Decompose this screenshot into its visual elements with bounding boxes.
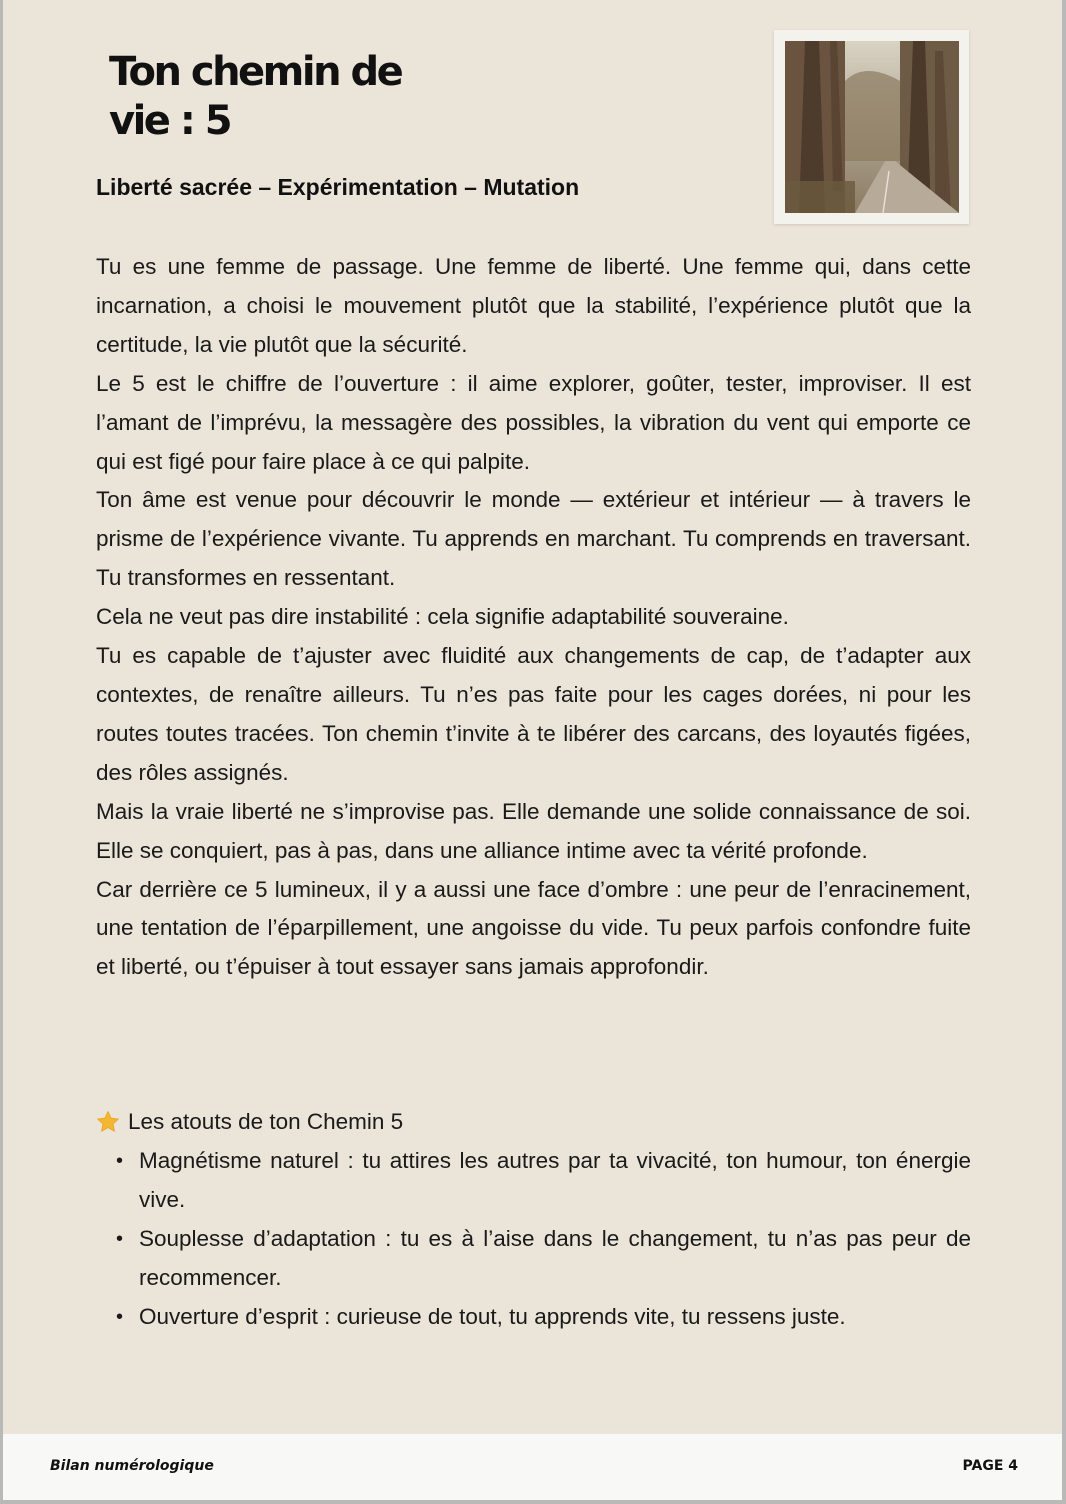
atouts-heading: [96, 1103, 403, 1141]
list-item-text: Magnétisme naturel : tu attires les autres par ta vivacité, ton humour, ton énergie vive.: [139, 1148, 971, 1212]
atouts-heading-text: Les atouts de ton Chemin 5: [128, 1109, 404, 1134]
bullet: •: [116, 1227, 124, 1250]
star-icon: [96, 1110, 120, 1134]
page-subtitle: Liberté sacrée – Expérimentation – Mutation: [96, 174, 580, 200]
paragraph: Le 5 est le chiffre de l’ouverture : il aime explorer, goûter, tester, improviser. Il est l’amant de l’imprévu, la messagère des possibles, la vibration du vent qui emporte ce qui est figé pour faire place à ce qui palpite.: [96, 370, 971, 474]
list-item-text: Ouverture d’esprit : curieuse de tout, tu apprends vite, tu ressens juste.: [139, 1303, 846, 1329]
bullet: •: [116, 1150, 124, 1172]
paragraph: Ton âme est venue pour découvrir le monde — extérieur et intérieur — à travers le prisme de l’expérience vivante. Tu apprends en marchant. Tu comprends en traversant. Tu transformes en ressentant.: [96, 487, 971, 591]
paragraph: Tu es capable de t’ajuster avec fluidité aux changements de cap, de t’adapter aux contextes, de renaître ailleurs. Tu n’es pas faite pour les cages dorées, ni pour les routes toutes tracées. Ton chemin t’invite à te libérer des carcans, des loyautés figées, des rôles assignés.: [96, 643, 971, 785]
list-item: [96, 1298, 971, 1337]
list-item: [96, 1220, 971, 1298]
paragraph: Mais la vraie liberté ne s’improvise pas. Elle demande une solide connaissance de soi. Elle se conquiert, pas à pas, dans une alliance intime avec ta vérité profonde.: [96, 798, 971, 863]
list-item: [96, 1142, 971, 1220]
page-title: [109, 48, 489, 146]
title-line-1: Ton chemin de: [109, 49, 402, 95]
atouts-list: [96, 1142, 971, 1337]
footer-document-title: Bilan numérologique: [50, 1458, 214, 1474]
document-page: [3, 0, 1062, 1500]
paragraph: Tu es une femme de passage. Une femme de liberté. Une femme qui, dans cette incarnation, a choisi le mouvement plutôt que la stabilité, l’expérience plutôt que la certitude, la vie plutôt que la sécurité.: [96, 254, 971, 357]
list-item-text: Souplesse d’adaptation : tu es à l’aise dans le changement, tu n’as pas peur de recommencer.: [139, 1225, 971, 1290]
forest-road-photo: [785, 41, 959, 213]
bullet: •: [116, 1305, 124, 1328]
body-text: [96, 248, 971, 987]
paragraph: Cela ne veut pas dire instabilité : cela signifie adaptabilité souveraine.: [96, 604, 789, 630]
photo-frame: [774, 30, 969, 224]
paragraph: Car derrière ce 5 lumineux, il y a aussi une face d’ombre : une peur de l’enracinement, une tentation de l’éparpillement, une angoisse du vide. Tu peux parfois confondre fuite et liberté, ou t’épuiser à tout essayer sans jamais approfondir.: [96, 876, 971, 980]
title-line-2: vie : 5: [109, 98, 231, 144]
page-footer: [3, 1434, 1062, 1500]
page-number: PAGE 4: [962, 1458, 1018, 1474]
